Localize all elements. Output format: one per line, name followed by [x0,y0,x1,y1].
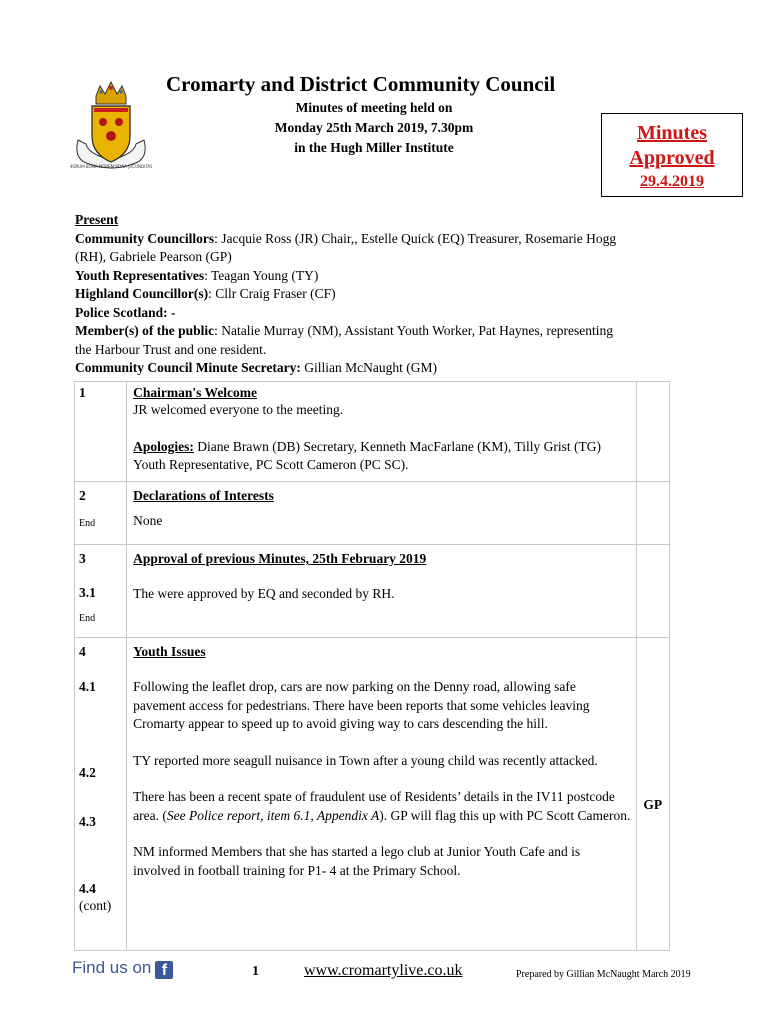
meeting-details [240,98,508,158]
approved-line-2: Approved [629,147,715,169]
subitem-number: 4.4 [79,881,96,896]
page-number: 1 [252,964,259,979]
subitem-number: 4.2 [79,765,96,780]
minutes-approved-stamp [601,113,743,197]
approved-line-1: Minutes [637,122,707,144]
item-number: 3 [79,551,86,566]
attendance-public: Member(s) of the public: Natalie Murray (NM), Assistant Youth Worker, Pat Haynes, representing [75,323,614,338]
subitem-number: 3.1 [79,585,96,600]
table-row [75,638,670,951]
attendance-councillors: Community Councillors: Jacquie Ross (JR) Chair,, Estelle Quick (EQ) Treasurer, Rosemarie Hogg [75,230,617,246]
attendance-public-cont: the Harbour Trust and one resident. [75,341,267,357]
find-us-on-facebook[interactable] [72,958,173,979]
svg-text:HORUM BONA MOREM BONA JUCUNDIT: HORUM BONA MOREM BONA JUCUNDITAS [70,164,152,169]
table-row [75,482,670,545]
item-text: TY reported more seagull nuisance in Town after a young child was recently attacked. [133,752,598,768]
item-number: 1 [79,385,86,400]
subitem-number: 4.3 [79,814,96,829]
item-text: There has been a recent spate of fraudulent use of Residents’ details in the IV11 postcode area. (See Police report, item 6.1, Appendix A). GP will flag this up with PC Scott Cameron. [133,789,631,823]
meeting-details-line-3: in the Hugh Miller Institute [294,140,454,155]
apologies-text: Apologies: Diane Brawn (DB) Secretary, Kenneth MacFarlane (KM), Tilly Grist (TG) Youth Representative, PC Scott Cameron (PC SC). [133,438,601,472]
table-row [75,545,670,638]
present-heading: Present [75,212,119,227]
meeting-details-line-1: Minutes of meeting held on [295,100,453,115]
item-text: None [133,513,163,528]
item-number: 2 [79,488,86,503]
item-text: Following the leaflet drop, cars are now parking on the Denny road, allowing safe pavement access for pedestrians. There have been reports that some vehicles leaving Cromarty appear to speed up to avoid giving way to cars descending the hill. [133,679,590,731]
item-heading: Youth Issues [133,644,206,659]
attendance-section [75,211,700,378]
council-title: Cromarty and District Community Council [166,72,556,96]
attendance-youth: Youth Representatives: Teagan Young (TY) [75,267,319,283]
item-heading: Approval of previous Minutes, 25th February 2019 [133,551,427,566]
item-heading: Chairman's Welcome [133,385,258,400]
minutes-table [74,381,670,951]
item-text: The were approved by EQ and seconded by RH. [133,586,395,601]
item-text: NM informed Members that she has started a lego club at Junior Youth Cafe and is involved in football training for P1- 4 at the Primary School. [133,844,581,878]
subitem-number: 4.1 [79,679,96,694]
attendance-secretary: Community Council Minute Secretary: Gillian McNaught (GM) [75,360,437,375]
end-marker: End [79,518,96,529]
table-row [75,382,670,482]
attendance-councillors-cont: (RH), Gabriele Pearson (GP) [75,249,232,264]
attendance-police: Police Scotland: - [75,304,176,320]
item-number: 4 [79,644,86,659]
approved-date: 29.4.2019 [640,173,704,190]
continued-marker: (cont) [79,898,112,913]
action-owner: GP [643,797,663,812]
item-heading: Declarations of Interests [133,488,274,503]
find-us-label: Find us on [72,958,152,977]
end-marker: End [79,613,96,624]
prepared-by: Prepared by Gillian McNaught March 2019 [516,969,691,980]
item-text: JR welcomed everyone to the meeting. [133,402,344,417]
meeting-details-line-2: Monday 25th March 2019, 7.30pm [274,120,474,135]
council-crest-logo [70,78,152,174]
website-link[interactable]: www.cromartylive.co.uk [304,962,463,979]
attendance-highland: Highland Councillor(s): Cllr Craig Fraser (CF) [75,286,336,301]
facebook-icon[interactable]: f [155,961,173,979]
